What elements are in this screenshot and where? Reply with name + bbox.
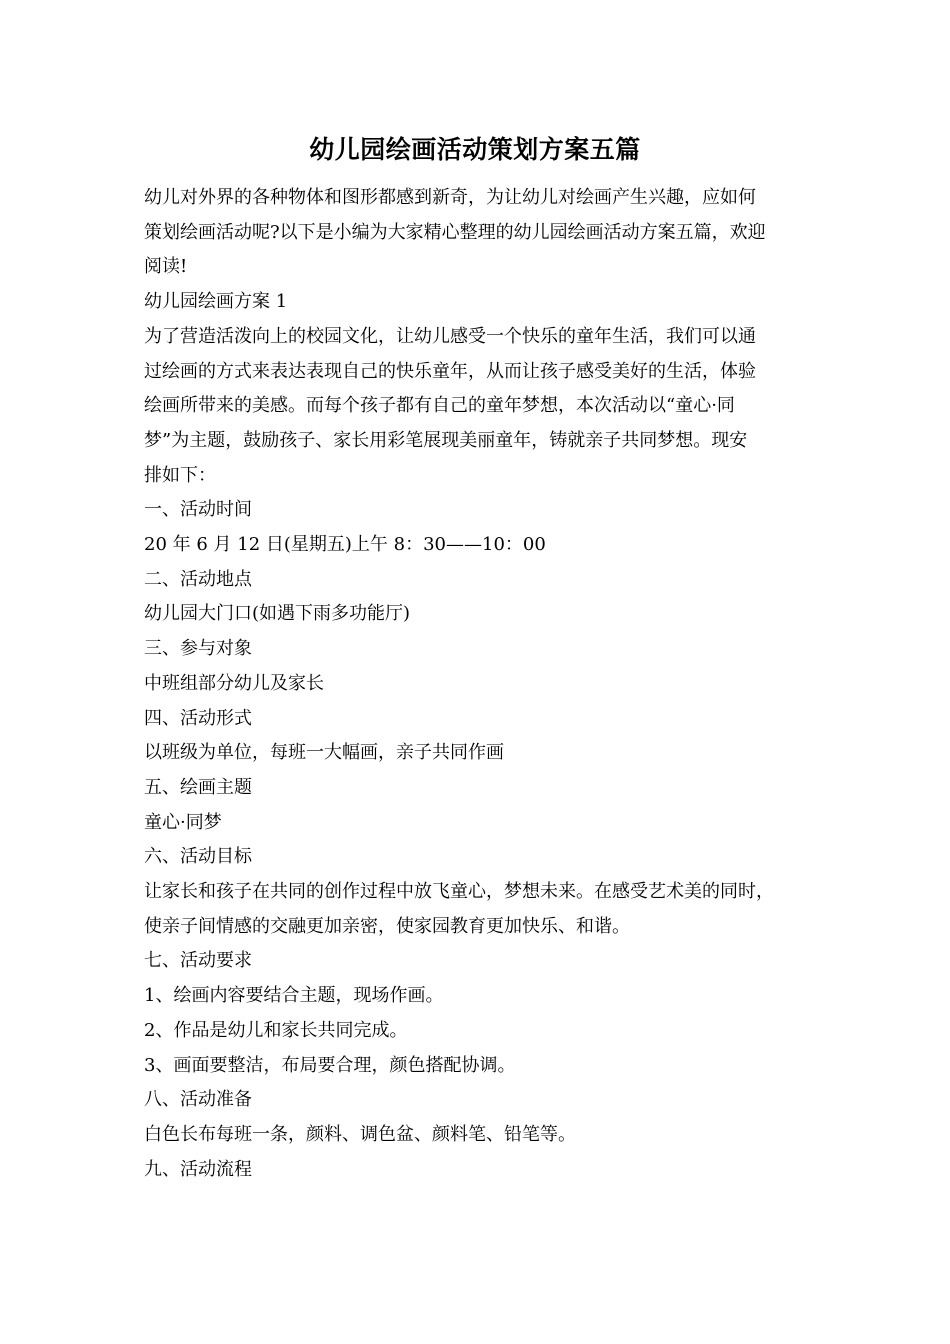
item-text: 20 年 6 月 12 日(星期五)上午 8：30——10：00 (144, 534, 546, 556)
intro-line: 幼儿对外界的各种物体和图形都感到新奇，为让幼儿对绘画产生兴趣，应如何 (144, 187, 756, 208)
item-text: 让家长和孩子在共同的创作过程中放飞童心，梦想未来。在感受艺术美的同时， (144, 881, 774, 903)
item-heading: 七、活动要求 (144, 950, 252, 972)
item-heading: 八、活动准备 (144, 1089, 252, 1111)
item-heading: 六、活动目标 (144, 846, 252, 868)
background-line: 梦”为主题，鼓励孩子、家长用彩笔展现美丽童年，铸就亲子共同梦想。现安 (144, 429, 748, 451)
background-line: 为了营造活泼向上的校园文化，让幼儿感受一个快乐的童年生活，我们可以通 (144, 325, 756, 347)
background-paragraph (144, 320, 824, 494)
item-heading: 五、绘画主题 (144, 776, 252, 798)
item-heading: 四、活动形式 (144, 707, 252, 729)
item-text: 使亲子间情感的交融更加亲密，使家园教育更加快乐、和谐。 (144, 915, 630, 937)
item-text: 3、画面要整洁，布局要合理，颜色搭配协调。 (144, 1054, 516, 1076)
item-heading: 二、活动地点 (144, 568, 252, 590)
document-title: 幼儿园绘画活动策划方案五篇 (309, 135, 641, 164)
item-heading: 九、活动流程 (144, 1158, 252, 1180)
intro-line: 阅读! (144, 256, 188, 278)
document-body (144, 181, 824, 1187)
item-text: 1、绘画内容要结合主题，现场作画。 (144, 985, 444, 1007)
section-heading: 幼儿园绘画方案 1 (144, 291, 288, 313)
background-line: 绘画所带来的美感。而每个孩子都有自己的童年梦想，本次活动以“童心·同 (144, 395, 735, 417)
item-text: 2、作品是幼儿和家长共同完成。 (144, 1019, 408, 1041)
item-text: 以班级为单位，每班一大幅画，亲子共同作画 (144, 742, 504, 764)
item-heading: 一、活动时间 (144, 499, 252, 521)
background-line: 过绘画的方式来表达表现自己的快乐童年，从而让孩子感受美好的生活，体验 (144, 360, 756, 382)
intro-line: 策划绘画活动呢?以下是小编为大家精心整理的幼儿园绘画活动方案五篇，欢迎 (144, 221, 766, 243)
item-text: 幼儿园大门口(如遇下雨多功能厅) (144, 603, 411, 625)
item-text: 白色长布每班一条，颜料、调色盆、颜料笔、铅笔等。 (144, 1123, 576, 1145)
item-heading: 三、参与对象 (144, 638, 252, 660)
intro-paragraph (144, 181, 824, 285)
item-text: 童心·同梦 (144, 811, 222, 833)
item-text: 中班组部分幼儿及家长 (144, 672, 324, 694)
background-line: 排如下： (144, 464, 216, 486)
